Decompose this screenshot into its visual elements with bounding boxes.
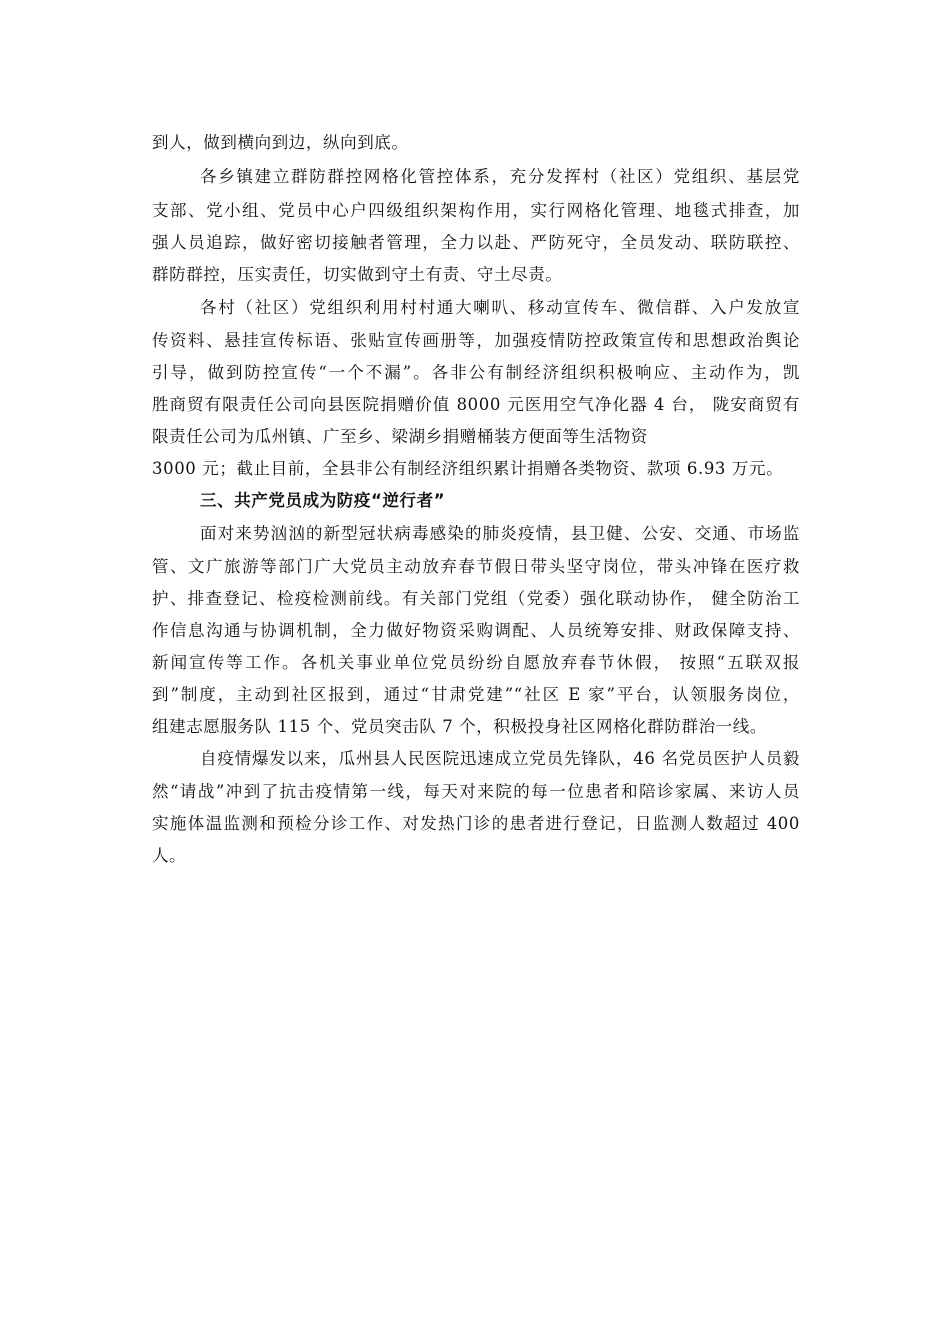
text-line: 人。	[152, 846, 187, 865]
text-line: 作信息沟通与协调机制，全力做好物资采购调配、人员统筹安排、财政保障支持、	[152, 621, 800, 640]
text-line: 护、排查登记、检疫检测前线。有关部门党组（党委）强化联动协作， 健全防治工	[152, 589, 800, 608]
text-line: 引导，做到防控宣传“一个不漏”。各非公有制经济组织积极响应、主动作为，凯	[152, 363, 800, 382]
text-line: 3000 元；截止目前，全县非公有制经济组织累计捐赠各类物资、款项 6.93 万元。	[152, 459, 784, 478]
text-line: 面对来势汹汹的新型冠状病毒感染的肺炎疫情，县卫健、公安、交通、市场监	[200, 524, 800, 543]
text-line: 强人员追踪，做好密切接触者管理，全力以赴、严防死守，全员发动、联防联控、	[152, 233, 800, 252]
text-line: 传资料、悬挂宣传标语、张贴宣传画册等，加强疫情防控政策宣传和思想政治舆论	[152, 331, 800, 350]
text-line: 新闻宣传等工作。各机关事业单位党员纷纷自愿放弃春节休假， 按照“五联双报	[152, 653, 800, 672]
text-line: 组建志愿服务队 115 个、党员突击队 7 个，积极投身社区网格化群防群治一线。	[152, 717, 767, 736]
text-line: 管、文广旅游等部门广大党员主动放弃春节假日带头坚守岗位，带头冲锋在医疗救	[152, 557, 800, 576]
text-line: 群防群控，压实责任，切实做到守土有责、守土尽责。	[152, 265, 563, 284]
text-line: 支部、党小组、党员中心户四级组织架构作用，实行网格化管理、地毯式排查，加	[152, 201, 800, 220]
text-line: 各村（社区）党组织利用村村通大喇叭、移动宣传车、微信群、入户发放宣	[200, 298, 800, 317]
text-line: 胜商贸有限责任公司向县医院捐赠价值 8000 元医用空气净化器 4 台， 陇安商贸有	[152, 395, 800, 414]
text-line: 到人，做到横向到边，纵向到底。	[152, 133, 409, 152]
text-line: 限责任公司为瓜州镇、广至乡、梁湖乡捐赠桶装方便面等生活物资	[152, 427, 648, 446]
text-line: 实施体温监测和预检分诊工作、对发热门诊的患者进行登记，日监测人数超过 400	[152, 814, 800, 833]
text-line: 自疫情爆发以来，瓜州县人民医院迅速成立党员先锋队，46 名党员医护人员毅	[200, 749, 800, 768]
text-line: 到”制度，主动到社区报到，通过“甘肃党建”“社区 E 家”平台，认领服务岗位，	[152, 685, 800, 704]
text-line: 各乡镇建立群防群控网格化管控体系，充分发挥村（社区）党组织、基层党	[200, 167, 800, 186]
text-line: 然“请战”冲到了抗击疫情第一线，每天对来院的每一位患者和陪诊家属、来访人员	[152, 782, 800, 801]
section-heading: 三、共产党员成为防疫“逆行者”	[200, 491, 446, 510]
